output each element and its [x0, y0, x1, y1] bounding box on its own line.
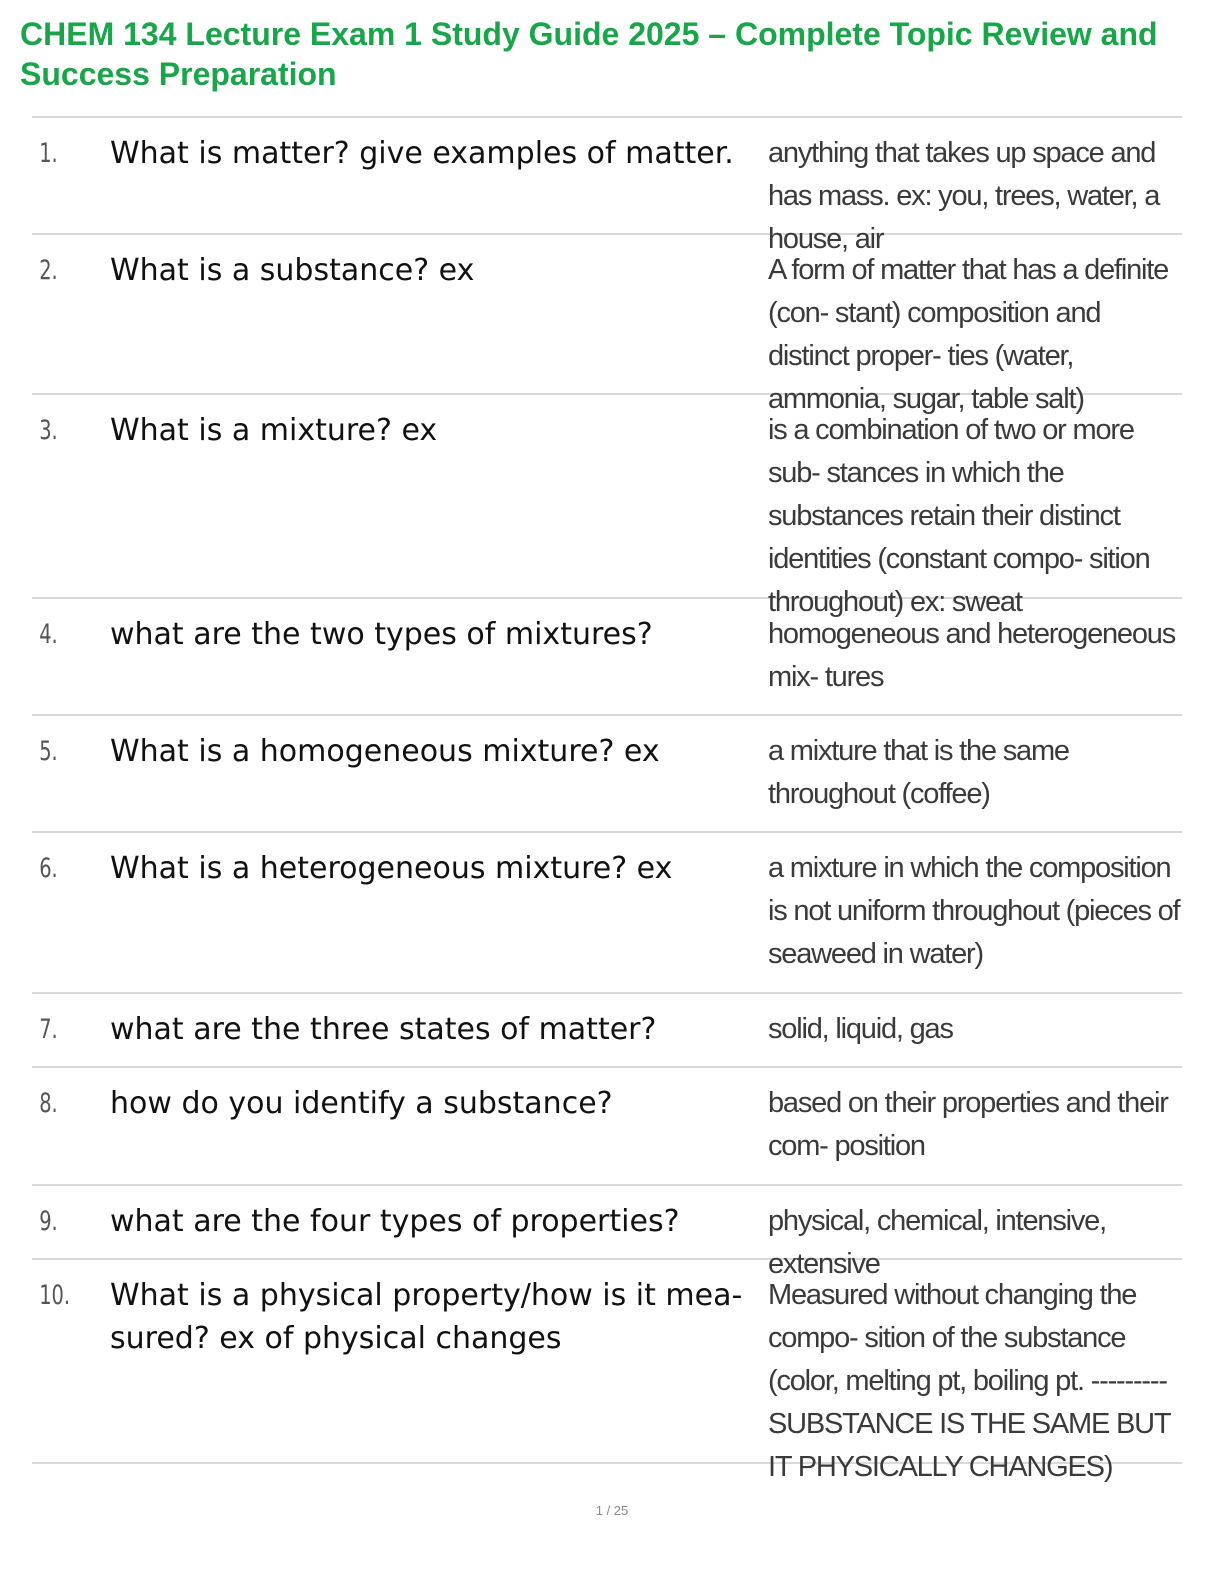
card-question: what are the two types of mixtures?	[110, 617, 653, 652]
card-question: what are the three states of matter?	[110, 1012, 657, 1047]
card-question: What is a homogeneous mixture? ex	[110, 734, 660, 769]
flashcard-list	[32, 118, 1182, 1483]
card-answer: physical, chemical, intensive, extensive	[768, 1205, 1106, 1280]
card-number: 4.	[39, 619, 58, 650]
card-question: how do you identify a substance?	[110, 1086, 613, 1121]
card-number: 7.	[39, 1014, 58, 1045]
card-answer: Measured without changing the compo- sition of the substance (color, melting pt, boiling pt. --------- SUBSTANCE IS THE SAME BUT IT PHYSICALLY CHANGES)	[768, 1279, 1170, 1483]
card-answer: solid, liquid, gas	[768, 1013, 953, 1045]
flashcard-row	[32, 118, 1182, 255]
card-question: What is a substance? ex	[110, 253, 475, 288]
flashcard-row	[32, 994, 1182, 1068]
card-number: 9.	[39, 1206, 58, 1237]
card-question: What is a mixture? ex	[110, 413, 438, 448]
card-answer: a mixture that is the same throughout (coffee)	[768, 735, 1069, 810]
card-answer: a mixture in which the composition is not uniform throughout (pieces of seaweed in water)	[768, 852, 1180, 970]
flashcard-row	[32, 833, 1182, 994]
card-question: what are the four types of properties?	[110, 1204, 680, 1239]
flashcard-row	[32, 1186, 1182, 1280]
card-answer: anything that takes up space and has mass. ex: you, trees, water, a house, air	[768, 137, 1160, 255]
card-number: 8.	[39, 1088, 58, 1119]
card-number: 2.	[39, 255, 58, 286]
card-answer: based on their properties and their com- position	[768, 1087, 1168, 1162]
card-answer: homogeneous and heterogeneous mix- tures	[768, 618, 1176, 693]
card-number: 10.	[39, 1280, 71, 1311]
card-answer: A form of matter that has a definite (con- stant) composition and distinct proper- ties (water, ammonia, sugar, table salt)	[768, 254, 1169, 415]
flashcard-row	[32, 716, 1182, 833]
card-number: 6.	[39, 853, 58, 884]
flashcard-row	[32, 1068, 1182, 1186]
card-answer: is a combination of two or more sub- stances in which the substances retain their distinct identities (constant compo- sition throughout) ex: sweat	[768, 414, 1150, 618]
page-indicator: 1 / 25	[595, 1503, 629, 1518]
card-question: What is matter? give examples of matter.	[110, 136, 734, 171]
card-number: 1.	[39, 138, 58, 169]
document-title: CHEM 134 Lecture Exam 1 Study Guide 2025 – Complete Topic Review and Success Preparation	[20, 16, 1158, 92]
flashcard-row	[32, 1260, 1182, 1483]
card-question: What is a heterogeneous mixture? ex	[110, 851, 673, 886]
card-question: What is a physical property/how is it mea- sured? ex of physical changes	[110, 1278, 743, 1356]
flashcard-row	[32, 395, 1182, 618]
flashcard-row	[32, 599, 1182, 716]
card-number: 5.	[39, 736, 58, 767]
card-number: 3.	[39, 415, 58, 446]
flashcard-row	[32, 235, 1182, 415]
